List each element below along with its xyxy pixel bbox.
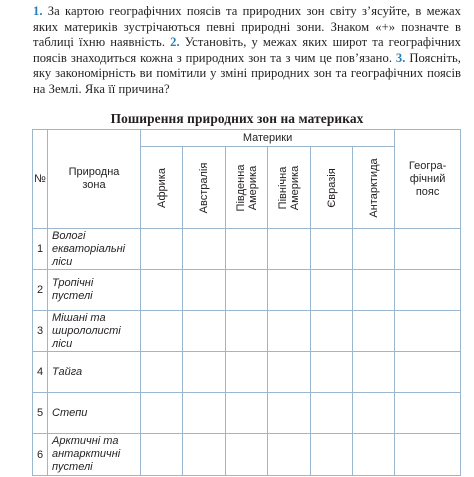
continent-header-australia: Австралія (183, 147, 226, 229)
table-cell[interactable] (268, 434, 311, 476)
continents-header: Материки (141, 130, 395, 147)
continent-header-eurasia: Євразія (311, 147, 353, 229)
table-cell[interactable] (311, 393, 353, 434)
zone-name: Тропічні пустелі (48, 270, 141, 311)
zone-name: Вологі екваторіальні ліси (48, 229, 141, 270)
continent-header-north-america: Північна Америка (268, 147, 311, 229)
zones-table (32, 129, 461, 476)
row-number: 6 (33, 434, 48, 476)
table-cell[interactable] (183, 352, 226, 393)
row-number: 1 (33, 229, 48, 270)
table-cell[interactable] (353, 229, 395, 270)
table-cell[interactable] (226, 352, 268, 393)
table-cell[interactable] (395, 352, 461, 393)
table-cell[interactable] (311, 352, 353, 393)
number-header: № (33, 130, 48, 229)
zone-header: Природна зона (48, 130, 141, 229)
table-row (33, 352, 461, 393)
continent-header-antarctica: Антарктида (353, 147, 395, 229)
table-cell[interactable] (311, 434, 353, 476)
zone-name: Арктичні та антарктичні пустелі (48, 434, 141, 476)
table-row (33, 270, 461, 311)
table-row (33, 229, 461, 270)
task-part-1: За картою географічних поясів та природних зон світу з’ясуйте, в межах яких материків зустрічаються певні природні зони. Знаком «+» позначте в таблиці їхню наявність. (33, 4, 461, 50)
row-number: 4 (33, 352, 48, 393)
table-cell[interactable] (183, 229, 226, 270)
table-cell[interactable] (226, 393, 268, 434)
table-cell[interactable] (141, 311, 183, 352)
row-number: 3 (33, 311, 48, 352)
table-cell[interactable] (353, 393, 395, 434)
zone-name: Мішані та ширололисті ліси (48, 311, 141, 352)
zone-name: Тайга (48, 352, 141, 393)
table-cell[interactable] (353, 352, 395, 393)
table-cell[interactable] (226, 311, 268, 352)
task-text (33, 4, 461, 98)
table-cell[interactable] (268, 270, 311, 311)
table-cell[interactable] (141, 229, 183, 270)
table-cell[interactable] (395, 393, 461, 434)
table-row (33, 434, 461, 476)
table-cell[interactable] (141, 270, 183, 311)
continent-header-africa: Африка (141, 147, 183, 229)
zone-name: Степи (48, 393, 141, 434)
table-cell[interactable] (183, 434, 226, 476)
table-cell[interactable] (268, 393, 311, 434)
task-number-2: 2. (170, 35, 180, 50)
table-cell[interactable] (353, 434, 395, 476)
table-caption: Поширення природних зон на материках (110, 111, 364, 126)
table-cell[interactable] (268, 229, 311, 270)
table-cell[interactable] (311, 229, 353, 270)
table-cell[interactable] (141, 352, 183, 393)
table-cell[interactable] (311, 311, 353, 352)
table-cell[interactable] (226, 270, 268, 311)
table-cell[interactable] (183, 270, 226, 311)
table-cell[interactable] (353, 311, 395, 352)
table-row (33, 393, 461, 434)
table-cell[interactable] (311, 270, 353, 311)
table-cell[interactable] (395, 270, 461, 311)
table-cell[interactable] (353, 270, 395, 311)
task-part-2: Установіть, у межах яких широт та географічних поясів знаходиться кожна з природних зон та з чим це пов’язано. (33, 35, 461, 65)
row-number: 5 (33, 393, 48, 434)
table-cell[interactable] (141, 393, 183, 434)
table-cell[interactable] (183, 393, 226, 434)
table-cell[interactable] (141, 434, 183, 476)
table-cell[interactable] (226, 229, 268, 270)
table-cell[interactable] (268, 352, 311, 393)
task-number-1: 1. (33, 4, 43, 18)
continent-header-south-america: Південна Америка (226, 147, 268, 229)
table-row (33, 311, 461, 352)
task-number-3: 3. (395, 50, 406, 65)
task-part-3: Поясніть, яку закономірність ви помітили у зміні природних зон та географічних поясів на Землі. Яка її причина? (33, 50, 461, 96)
row-number: 2 (33, 270, 48, 311)
table-cell[interactable] (183, 311, 226, 352)
table-cell[interactable] (226, 434, 268, 476)
table-cell[interactable] (395, 311, 461, 352)
belt-header: Геогра- фічний пояс (395, 130, 461, 229)
table-cell[interactable] (395, 434, 461, 476)
table-cell[interactable] (268, 311, 311, 352)
table-cell[interactable] (395, 229, 461, 270)
